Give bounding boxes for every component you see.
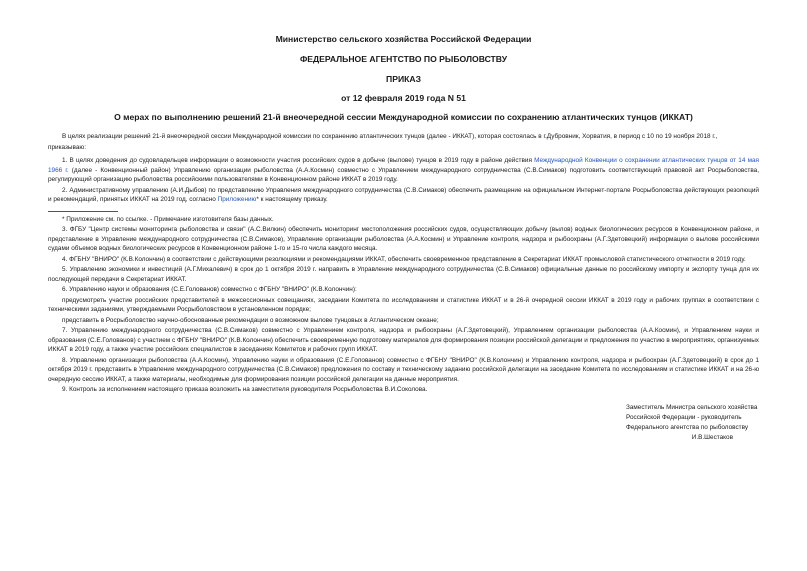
signature-line-3: Федерального агентства по рыболовству	[626, 423, 749, 431]
signatory-name: И.В.Шестаков	[691, 433, 733, 441]
document-title: О мерах по выполнению решений 21-й внеочередной сессии Международной комиссии по сохранению атлантических тунцов (ИККАТ)	[114, 112, 693, 122]
paragraph-1-text-b: (далее - Конвенционный район) Управлению организации рыболовства (А.А.Космин) совместно с Управлением международного сотрудничества (С.В.Симаков) подготовить соответствующий правовой акт Росрыболовства, регулирующий организацию рыболовства российскими пользователями в Конвенционном районе ИККАТ в 2019 году.	[48, 166, 759, 183]
paragraph-5: 5. Управлению экономики и инвестиций (А.Г.Михалевич) в срок до 1 октября 2019 г. направить в Управление международного сотрудничества (С.В.Симаков) официальные данные по российскому импорту и экспорту тунца для их последующей передачи в Секретариат ИККАТ.	[48, 266, 759, 283]
paragraph-6: 6. Управлению науки и образования (С.Е.Голованов) совместно с ФГБНУ "ВНИРО" (К.В.Колончин):	[62, 286, 357, 293]
paragraph-2-text-a: 2. Административному управлению (А.И.Дыбов) по представлению Управления международного сотрудничества (С.В.Симаков) обеспечить размещение на официальном Интернет-портале Росрыболовства действующих резолюций и рекомендаций, принятых ИККАТ на 2019 год, согласно	[48, 186, 759, 203]
paragraph-2-text-b: * к настоящему приказу.	[256, 196, 328, 203]
signature-block	[626, 403, 759, 443]
doc-type-heading: ПРИКАЗ	[386, 74, 421, 84]
intro-paragraph: В целях реализации решений 21-й внеочередной сессии Международной комиссии по сохранению атлантических тунцов (далее - ИККАТ), которая состоялась в г.Дубровник, Хорватия, в период с 10 по 19 ноября 2018 г.,	[62, 133, 718, 140]
paragraph-2	[48, 186, 759, 205]
signature-line-1: Заместитель Министра сельского хозяйства	[626, 403, 758, 411]
appendix-link[interactable]: Приложению	[217, 196, 257, 203]
paragraph-4: 4. ФГБНУ "ВНИРО" (К.В.Колончин) в соответствии с действующими резолюциями и рекомендациями ИККАТ, обеспечить своевременное представление в Секретариат ИККАТ промысловой статистического отчетности в 2019 году.	[62, 255, 746, 263]
paragraph-3: 3. ФГБУ "Центр системы мониторинга рыболовства и связи" (А.С.Вилкин) обеспечить мониторинг местоположения российских судов, осуществляющих добычу (вылов) водных биологических ресурсов в Конвенционном районе, и представление в Управление международного сотрудничества (С.В.Симаков), Управление организации рыболовства (А.А.Космин) и Управление контроля, надзора и рыбоохраны (А.Г.Здетовецкий) информации о вылове российскими судами объемов водных биологических ресурсов в Конвенционном районе 1-го и 15-го числа каждого месяца.	[48, 226, 759, 252]
paragraph-1	[48, 156, 759, 185]
paragraph-8: 8. Управлению организации рыболовства (А.А.Космин), Управлению науки и образования (С.Е.Голованов) совместно с ФГБНУ "ВНИРО" (К.В.Колончин) и Управлению контроля, надзора и рыбоохран (А.Г.Здетовецкий) в срок до 1 октября 2019 г. представить в Управление международного сотрудничества (С.В.Симаков) предложения по составу и техническому заданию российской делегации на заседание Комитета по исследованиям и статистике ИККАТ и на 26-ю очередную сессию ИККАТ, а также материалы, необходимые для формирования позиции российской делегации на данные мероприятия.	[48, 356, 759, 383]
paragraph-1-text-a: 1. В целях доведения до судовладельцев информации о возможности участия российских судов в добыче (вылове) тунцов в 2019 году в районе действия	[62, 157, 532, 164]
order-word: приказываю:	[48, 143, 86, 151]
agency-heading: ФЕДЕРАЛЬНОЕ АГЕНТСТВО ПО РЫБОЛОВСТВУ	[299, 54, 508, 64]
paragraph-9: 9. Контроль за исполнением настоящего приказа возложить на заместителя руководителя Росрыболовства В.И.Соколова.	[62, 386, 428, 393]
footnote-divider	[48, 211, 118, 212]
signature-line-2: Российской Федерации - руководитель	[626, 413, 742, 421]
document-body	[48, 132, 759, 395]
paragraph-7: 7. Управлению международного сотрудничества (С.В.Симаков) совместно с Управлением контроля, надзора и рыбоохраны (А.Г.Здетовецкий), Управлением организации рыболовства (А.А.Космин), и Управлением науки и образования (С.Е.Голованов) с участием с ФГБНУ "ВНИРО" (К.В.Колончин) обеспечить своевременную подготовку материалов для формирования позиции российской делегации и предложения по участию в мероприятиях, организуемых ИККАТ в 2019 году, а также участие российских специалистов в заседаниях Комитетов и рабочих групп ИККАТ.	[48, 327, 759, 353]
convention-link[interactable]: Международной Конвенции о сохранении атлантических тунцов от 14 мая 1966 г.	[48, 157, 759, 174]
date-number: от 12 февраля 2019 года N 51	[341, 93, 466, 103]
footnote: * Приложение см. по ссылке. - Примечание изготовителя базы данных.	[62, 215, 274, 223]
paragraph-6a: предусмотреть участие российских представителей в межсессионных совещаниях, заседании Комитета по исследованиям и статистике ИККАТ и в 26-й очередной сессии ИККАТ в 2019 году и рабочих группах в соответствии с техническими заданиями, утверждаемыми Росрыболовством в установленном порядке;	[48, 296, 759, 313]
ministry-heading: Министерство сельского хозяйства Российской Федерации	[275, 34, 532, 44]
paragraph-6b: представить в Росрыболовство научно-обоснованные рекомендации о возможном вылове тунцовых в Атлантическом океане;	[62, 316, 439, 324]
